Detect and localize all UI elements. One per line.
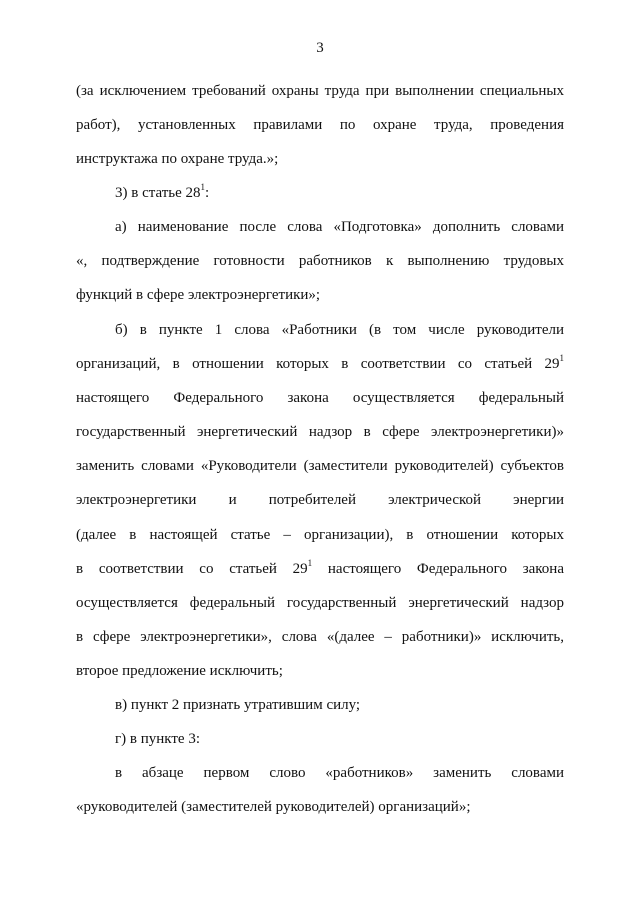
text-line — [76, 286, 564, 304]
text-line — [115, 321, 564, 339]
text-line — [76, 389, 564, 407]
line-text-after: настоящего Федерального закона — [312, 561, 564, 577]
line-text: работ), установленных правилами по охране труда, проведения — [76, 117, 564, 133]
text-line — [76, 355, 564, 373]
text-line — [76, 798, 564, 816]
line-text: осуществляется федеральный государственный энергетический надзор — [76, 595, 564, 611]
superscript: 1 — [307, 558, 313, 568]
line-text: настоящего Федерального закона осуществляется федеральный — [76, 390, 564, 406]
line-text: в соответствии со статьей 29 — [76, 561, 308, 577]
line-text: в сфере электроэнергетики», слова «(далее – работники)» исключить, — [76, 629, 564, 645]
text-line — [76, 423, 564, 441]
line-text: «руководителей (заместителей руководителей) организаций»; — [76, 799, 471, 815]
text-line — [115, 218, 564, 236]
line-text: второе предложение исключить; — [76, 663, 283, 679]
text-line — [76, 628, 564, 646]
text-line — [76, 560, 564, 578]
line-text: электроэнергетики и потребителей электрической энергии — [76, 492, 564, 508]
line-text: в абзаце первом слово «работников» заменить словами — [115, 765, 564, 781]
line-text: а) наименование после слова «Подготовка» дополнить словами — [115, 219, 564, 235]
line-text: (далее в настоящей статье – организации), в отношении которых — [76, 527, 564, 543]
line-text: (за исключением требований охраны труда при выполнении специальных — [76, 83, 564, 99]
superscript: 1 — [559, 353, 564, 363]
text-line — [76, 457, 564, 475]
text-line — [76, 150, 564, 168]
text-line — [76, 594, 564, 612]
line-text-after: : — [205, 185, 210, 201]
line-text: «, подтверждение готовности работников к выполнению трудовых — [76, 253, 564, 269]
text-line — [115, 730, 564, 748]
line-text: 3) в статье 28 — [115, 185, 201, 201]
line-text: государственный энергетический надзор в сфере электроэнергетики)» — [76, 424, 564, 440]
text-line — [76, 491, 564, 509]
text-line — [76, 252, 564, 270]
text-line — [115, 184, 564, 202]
line-text: заменить словами «Руководители (заместители руководителей) субъектов — [76, 458, 564, 474]
line-text: инструктажа по охране труда.»; — [76, 151, 279, 167]
text-line — [115, 764, 564, 782]
text-line — [115, 696, 564, 714]
page-number: 3 — [316, 40, 324, 56]
text-line — [76, 116, 564, 134]
superscript: 1 — [200, 182, 206, 192]
text-line — [76, 82, 564, 100]
line-text: организаций, в отношении которых в соответствии со статьей 29 — [76, 356, 560, 372]
line-text: в) пункт 2 признать утратившим силу; — [115, 697, 361, 713]
text-line — [76, 662, 564, 680]
line-text: функций в сфере электроэнергетики»; — [76, 287, 321, 303]
line-text: г) в пункте 3: — [115, 731, 201, 747]
line-text: б) в пункте 1 слова «Работники (в том числе руководители — [115, 322, 564, 338]
text-line — [76, 526, 564, 544]
